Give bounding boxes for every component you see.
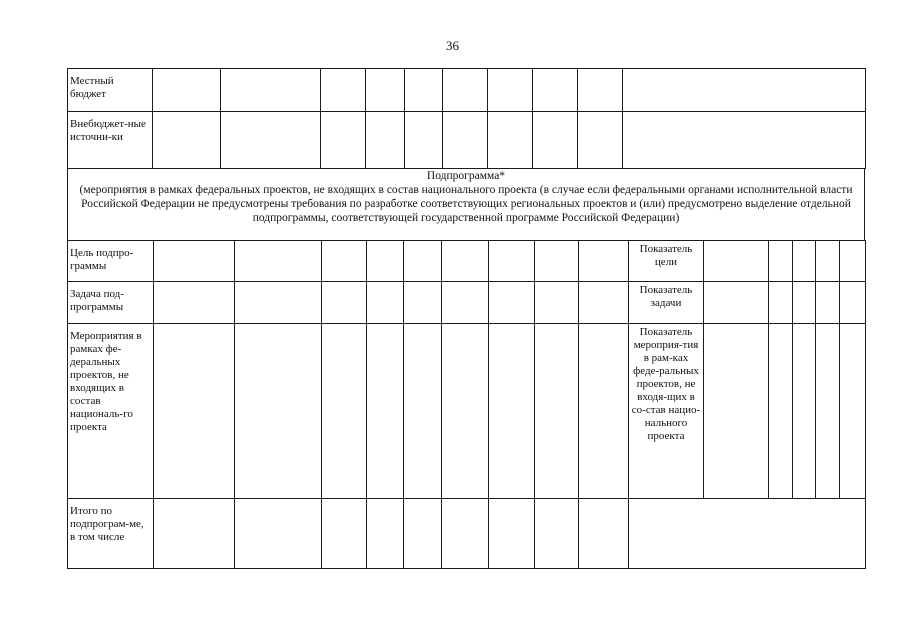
row-label-local-budget: Местный бюджет	[68, 69, 153, 112]
subprogram-row-total	[68, 499, 866, 569]
indicator-measures: Показатель мероприя-тия в рам-ках феде-ральных проектов, не входя-щих в со-став нацио-нального проекта	[629, 324, 704, 499]
table-cell	[793, 324, 816, 499]
subprogram-header	[68, 169, 865, 241]
budget-row-local	[68, 69, 866, 112]
table-cell	[535, 499, 579, 569]
table-cell	[322, 324, 367, 499]
table-cell	[367, 241, 404, 282]
table-cell	[154, 499, 235, 569]
table-cell	[443, 112, 488, 169]
table-cell	[840, 282, 866, 324]
table-cell	[405, 69, 443, 112]
table-cell	[154, 241, 235, 282]
table-cell	[442, 324, 489, 499]
table-cell	[405, 112, 443, 169]
row-label-task: Задача под-программы	[68, 282, 154, 324]
table-cell	[579, 324, 629, 499]
table-cell	[579, 499, 629, 569]
subprogram-row-measures	[68, 324, 866, 499]
table-cell	[840, 324, 866, 499]
page-number: 36	[446, 38, 459, 53]
table-cell	[535, 282, 579, 324]
table-cell	[322, 241, 367, 282]
row-label-measures: Мероприятия в рамках фе-деральных проектов, не входящих в состав националь-го проекта	[68, 324, 154, 499]
table-cell	[535, 241, 579, 282]
table-cell	[579, 282, 629, 324]
table-cell	[489, 282, 535, 324]
table-cell	[321, 69, 366, 112]
table-cell	[489, 324, 535, 499]
table-cell	[816, 282, 840, 324]
table-cell	[322, 282, 367, 324]
table-cell	[793, 241, 816, 282]
table-cell	[533, 69, 578, 112]
subprogram-table	[67, 240, 866, 569]
table-cell	[769, 324, 793, 499]
table-cell	[235, 282, 322, 324]
table-cell	[235, 499, 322, 569]
subprogram-title: Подпрограмма*	[426, 170, 506, 182]
table-cell	[404, 324, 442, 499]
table-cell	[235, 241, 322, 282]
subprogram-note: (мероприятия в рамках федеральных проектов, не входящих в состав национального проекта (в случае если федеральными органами исполнительной власти Российской Федерации не предусмотрены требования по разработке соответствующих региональных проектов и (или) предусмотрено выделение отдельной подпрограммы, соответствующей государственной программе Российской Федерации)	[79, 184, 853, 224]
row-label-extrabudgetary: Внебюджет-ные источни-ки	[68, 112, 153, 169]
table-cell	[404, 282, 442, 324]
subprogram-header-table	[67, 168, 865, 241]
table-cell	[367, 282, 404, 324]
table-cell	[578, 69, 623, 112]
table-cell	[578, 112, 623, 169]
table-cell-merged	[629, 499, 866, 569]
table-cell	[623, 69, 866, 112]
budget-sources-table	[67, 68, 866, 169]
indicator-task: Показатель задачи	[629, 282, 704, 324]
table-cell	[793, 282, 816, 324]
table-cell	[221, 69, 321, 112]
table-cell	[367, 324, 404, 499]
table-cell	[533, 112, 578, 169]
table-cell	[704, 241, 769, 282]
table-cell	[366, 112, 405, 169]
table-cell	[154, 282, 235, 324]
table-cell	[489, 499, 535, 569]
table-cell	[769, 241, 793, 282]
subprogram-row-goal	[68, 241, 866, 282]
table-cell	[623, 112, 866, 169]
table-cell	[221, 112, 321, 169]
table-cell	[442, 282, 489, 324]
table-cell	[816, 241, 840, 282]
table-cell	[579, 241, 629, 282]
table-cell	[704, 324, 769, 499]
row-label-total: Итого по подпрограм-ме, в том числе	[68, 499, 154, 569]
table-cell	[442, 241, 489, 282]
row-label-goal: Цель подпро-граммы	[68, 241, 154, 282]
table-cell	[404, 499, 442, 569]
table-cell	[816, 324, 840, 499]
table-cell	[704, 282, 769, 324]
table-cell	[840, 241, 866, 282]
indicator-goal: Показатель цели	[629, 241, 704, 282]
table-cell	[489, 241, 535, 282]
table-cell	[235, 324, 322, 499]
table-cell	[404, 241, 442, 282]
table-cell	[488, 69, 533, 112]
table-cell	[321, 112, 366, 169]
table-cell	[322, 499, 367, 569]
table-cell	[153, 112, 221, 169]
table-cell	[366, 69, 405, 112]
table-cell	[769, 282, 793, 324]
table-cell	[367, 499, 404, 569]
table-cell	[442, 499, 489, 569]
table-cell	[154, 324, 235, 499]
table-cell	[488, 112, 533, 169]
table-cell	[153, 69, 221, 112]
subprogram-row-task	[68, 282, 866, 324]
table-cell	[535, 324, 579, 499]
table-cell	[443, 69, 488, 112]
budget-row-extrabudget	[68, 112, 866, 169]
